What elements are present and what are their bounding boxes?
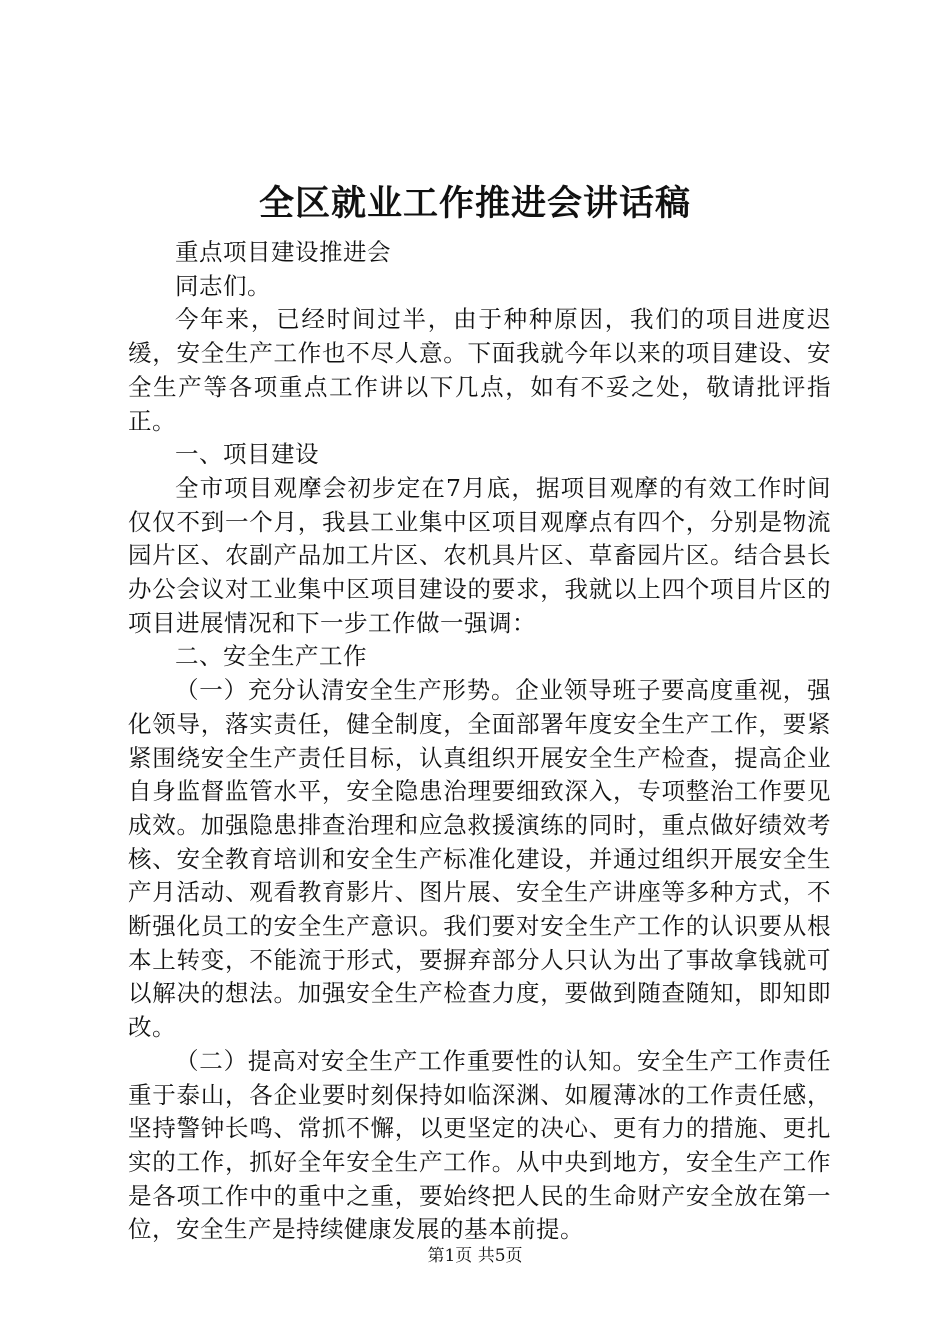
- section-heading-project: 一、项目建设: [175, 440, 319, 469]
- paragraph-safety-2: （二）提高对安全生产工作重要性的认知。安全生产工作责任重于泰山，各企业要时刻保持如临深渊、如履薄冰的工作责任感，坚持警钟长鸣、常抓不懈，以更坚定的决心、更有力的措施、更扎实的工作，抓好全年安全生产工作。从中央到地方，安全生产工作是各项工作中的重中之重，要始终把人民的生命财产安全放在第一位，安全生产是持续健康发展的基本前提。: [128, 1046, 831, 1244]
- paragraph-salutation: 同志们。: [175, 271, 271, 300]
- paragraph-project: 全市项目观摩会初步定在7月底，据项目观摩的有效工作时间仅仅不到一个月，我县工业集中区项目观摩点有四个，分别是物流园片区、农副产品加工片区、农机具片区、草畜园片区。结合县长办公会议对工业集中区项目建设的要求，我就以上四个项目片区的项目进展情况和下一步工作做一强调：: [128, 473, 831, 637]
- document-title: 全区就业工作推进会讲话稿: [258, 183, 691, 224]
- paragraph-meeting-name: 重点项目建设推进会: [175, 238, 391, 266]
- section-heading-safety: 二、安全生产工作: [175, 642, 367, 671]
- paragraph-intro: 今年来，已经时间过半，由于种种原因，我们的项目进度迟缓，安全生产工作也不尽人意。下面我就今年以来的项目建设、安全生产等各项重点工作讲以下几点，如有不妥之处，敬请批评指正。: [128, 305, 831, 435]
- paragraph-safety-1: （一）充分认清安全生产形势。企业领导班子要高度重视，强化领导，落实责任，健全制度，全面部署年度安全生产工作，要紧紧围绕安全生产责任目标，认真组织开展安全生产检查，提高企业自身监督监管水平，安全隐患治理要细致深入，专项整治工作要见成效。加强隐患排查治理和应急救援演练的同时，重点做好绩效考核、安全教育培训和安全生产标准化建设，并通过组织开展安全生产月活动、观看教育影片、图片展、安全生产讲座等多种方式，不断强化员工的安全生产意识。我们要对安全生产工作的认识要从根本上转变，不能流于形式，要摒弃部分人只认为出了事故拿钱就可以解决的想法。加强安全生产检查力度，要做到随查随知，即知即改。: [128, 676, 831, 1042]
- document-body: [128, 236, 831, 1247]
- page-number: 第1页 共5页: [427, 1246, 523, 1266]
